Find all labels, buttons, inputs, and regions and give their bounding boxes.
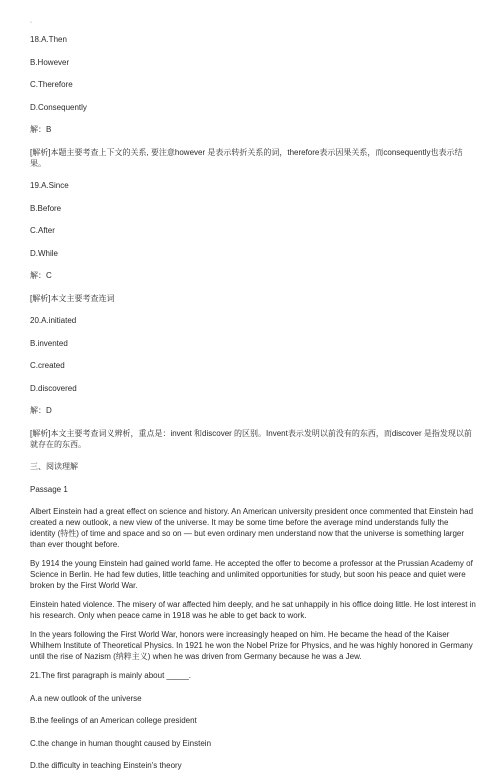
passage-paragraph-2: By 1914 the young Einstein had gained world fame. He accepted the offer to become a professor at the Prussian Academy of Science in Berlin. He had few duties, little teaching and unlimited opportunities for study, but soon his peace and quiet were broken by the First World War.: [30, 559, 473, 590]
option-19d: D.While: [30, 248, 59, 258]
answer-18: 解：B: [30, 125, 52, 134]
bullet-marker: ◦: [30, 20, 33, 26]
question-21: 21.The first paragraph is mainly about _____.: [30, 671, 191, 680]
option-18d: D.Consequently: [30, 102, 87, 112]
document-content: [30, 34, 476, 783]
option-19b: B.Before: [30, 203, 62, 213]
passage-paragraph-4: In the years following the First World War, honors were increasingly heaped on him. He became the head of the Kaiser Whilhem Institute of Theoretical Physics. In 1921 he won the Nobel Prize for Physics, and he was highly honored in Germany until the rise of Nazism (纳粹主义) when he was driven from Germany because he was a Jew.: [30, 630, 473, 661]
answer-20: 解：D: [30, 406, 52, 415]
explanation-20: [解析]本文主要考查词义辨析，重点是：invent 和discover 的区别。Invent表示发明以前没有的东西，而discover 是指发现以前就存在的东西。: [30, 428, 472, 449]
option-20a: 20.A.initiated: [30, 316, 77, 325]
option-21d: D.the difficulty in teaching Einstein's theory: [30, 761, 182, 770]
section-heading: 三、阅读理解: [30, 462, 78, 471]
option-20b: B.invented: [30, 338, 68, 348]
passage-paragraph-3: Einstein hated violence. The misery of war affected him deeply, and he sat unhappily in his office doing little. He lost interest in his research. Only when peace came in 1918 was he able to get back to work.: [30, 600, 476, 620]
option-18b: B.However: [30, 57, 70, 67]
option-20d: D.discovered: [30, 383, 77, 393]
answer-19: 解：C: [30, 271, 52, 280]
explanation-19: [解析]本文主要考查连词: [30, 293, 115, 303]
passage-title: Passage 1: [30, 484, 68, 494]
option-18c: C.Therefore: [30, 80, 73, 89]
option-21c: C.the change in human thought caused by Einstein: [30, 738, 212, 748]
passage-paragraph-1: Albert Einstein had a great effect on science and history. An American university president once commented that Einstein had created a new outlook, a new view of the universe. It may be some time before the average mind understands fully the identity (特性) of time and space and so on — but even ordinary men understand now that the universe is something larger than ever thought before.: [30, 507, 474, 549]
option-18a: 18.A.Then: [30, 35, 67, 44]
option-19a: 19.A.Since: [30, 181, 69, 190]
option-21a: A.a new outlook of the universe: [30, 693, 142, 703]
option-21b: B.the feelings of an American college president: [30, 716, 197, 725]
option-19c: C.After: [30, 226, 55, 235]
explanation-18: [解析]本题主要考查上下文的关系, 要注意however 是表示转折关系的词，therefore表示因果关系，而consequently也表示结果。: [30, 147, 463, 168]
option-20c: C.created: [30, 361, 65, 370]
